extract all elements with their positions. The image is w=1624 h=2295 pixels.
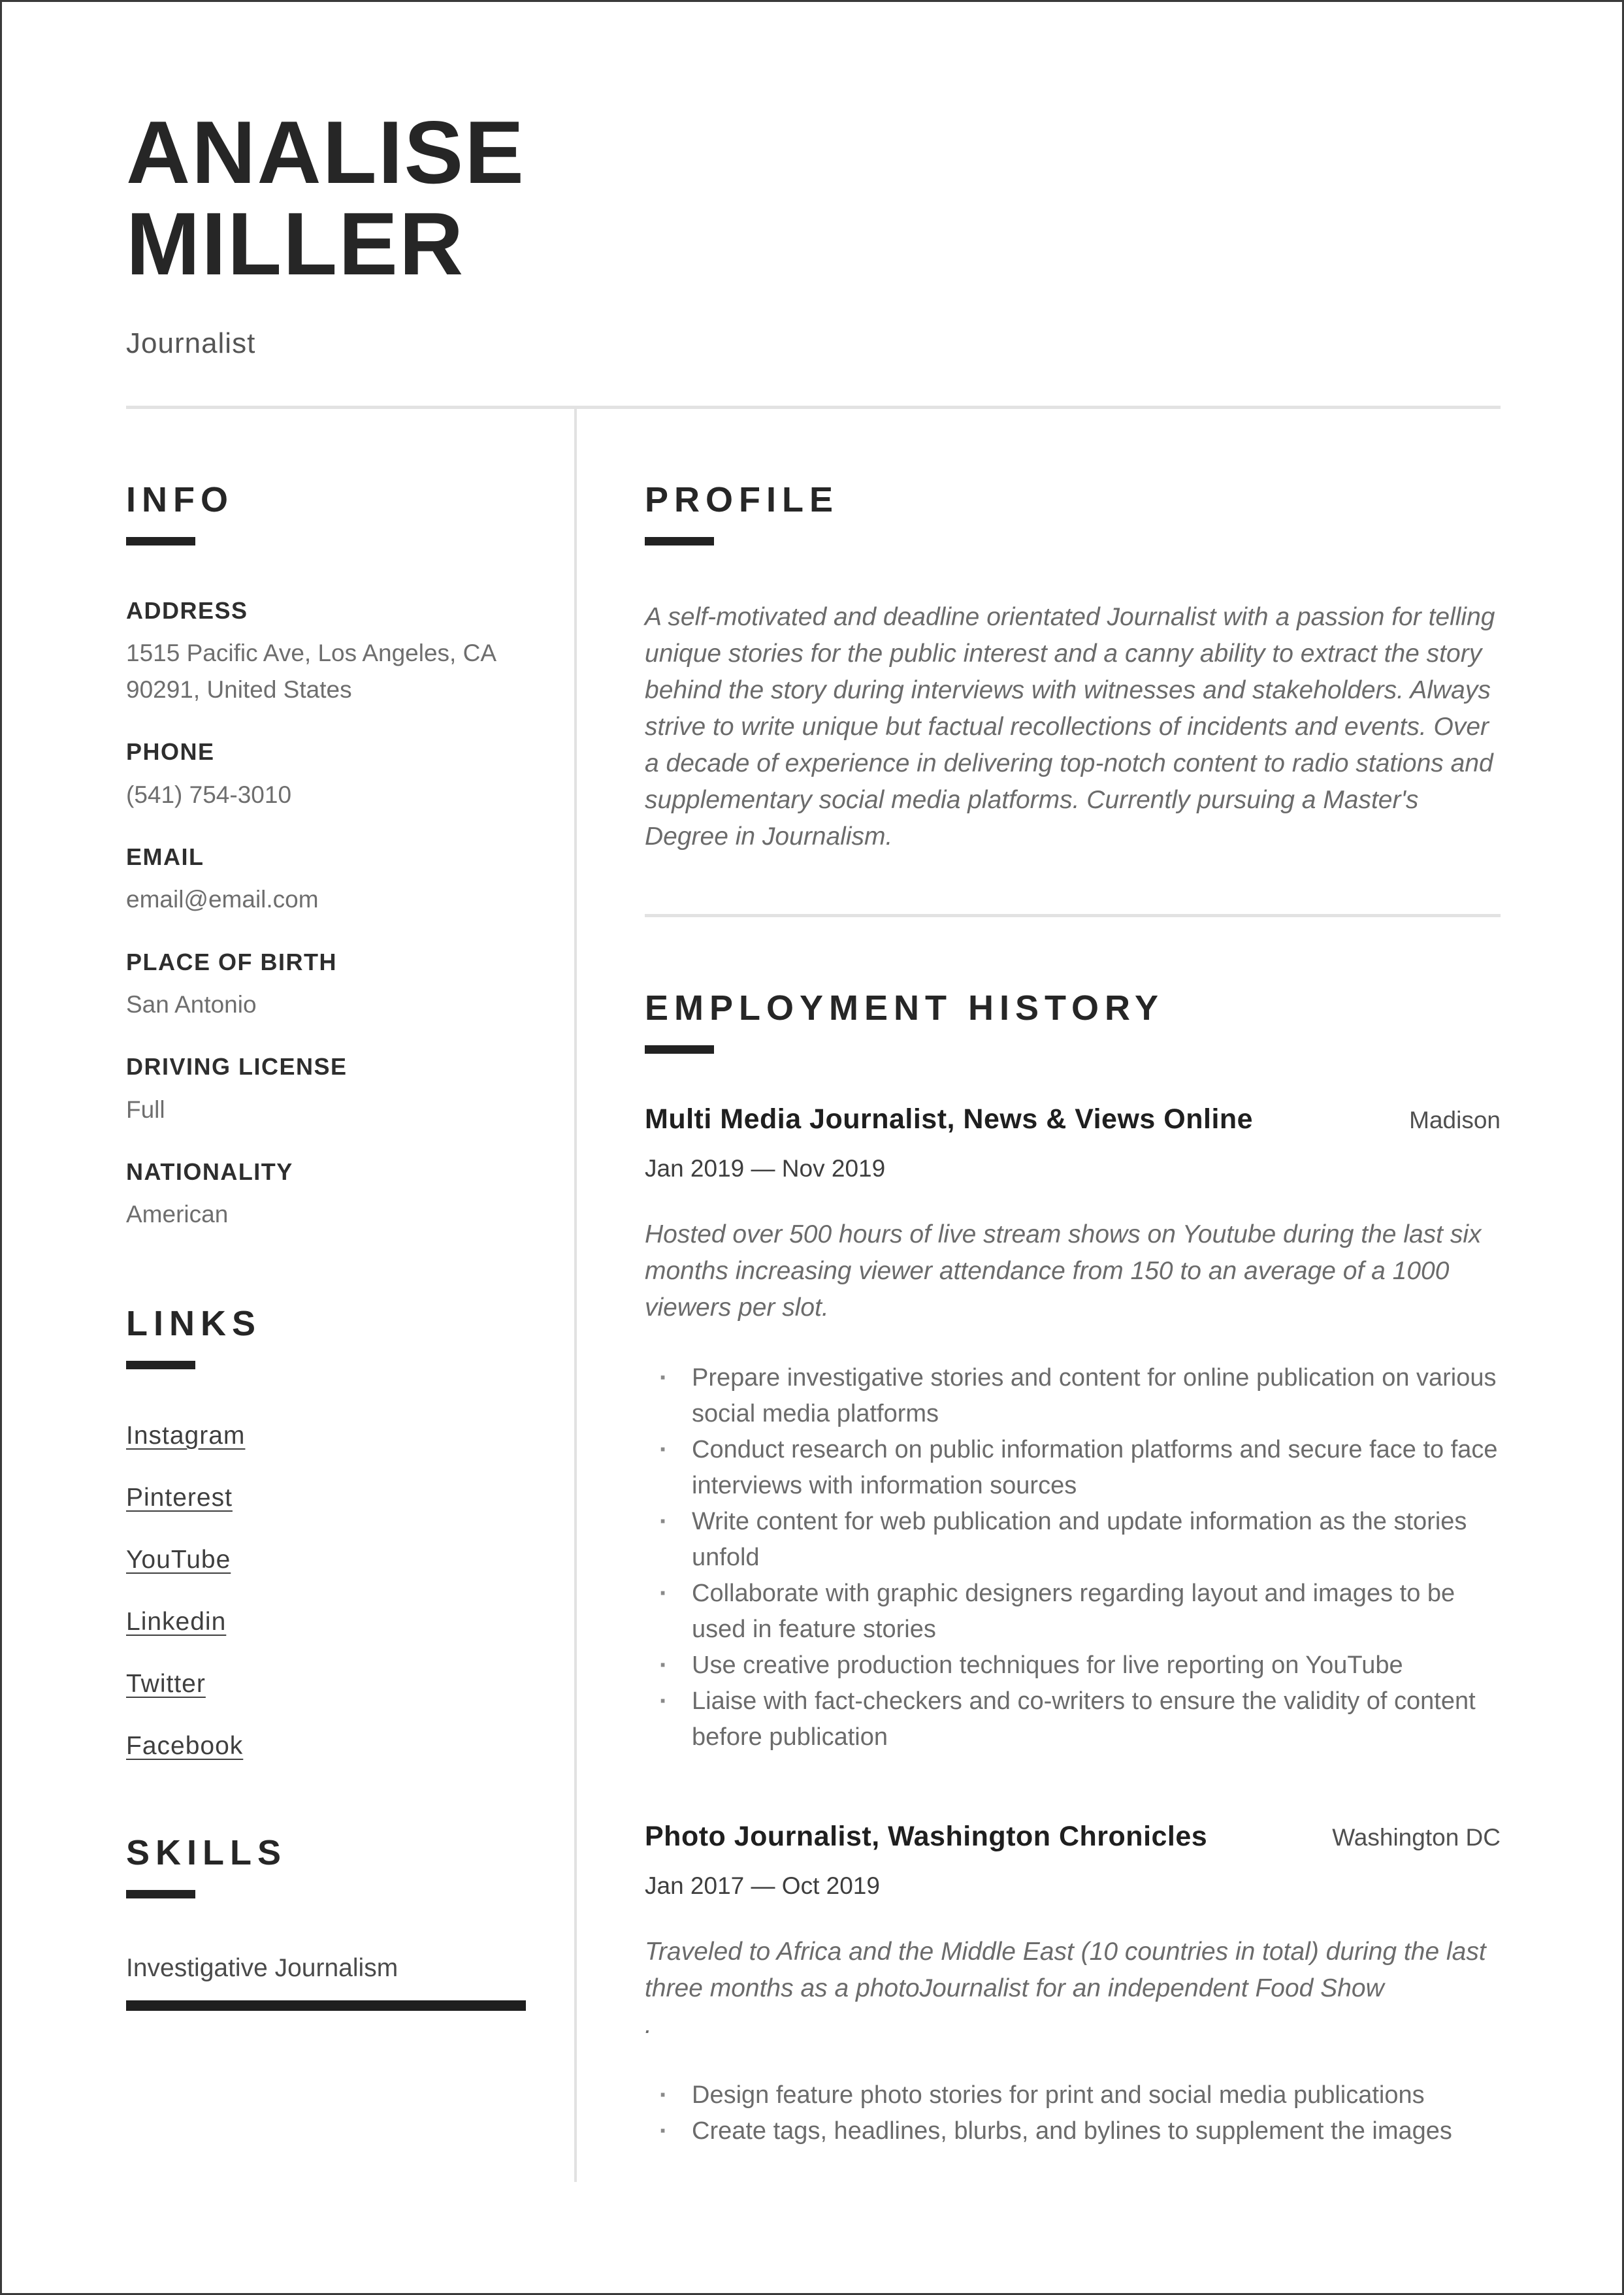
list-item — [126, 1670, 526, 1699]
field-address-value: 1515 Pacific Ave, Los Angeles, CA 90291, United States — [126, 640, 495, 703]
list-item — [126, 1732, 526, 1761]
field-address — [126, 596, 526, 708]
employment-heading-underline — [645, 1045, 714, 1054]
job-2-dates: Jan 2017 — Oct 2019 — [645, 1872, 880, 1900]
job-2-bullets — [645, 2077, 1501, 2149]
list-item — [126, 1484, 526, 1512]
link-youtube[interactable]: YouTube — [126, 1545, 231, 1574]
job-1-summary: Hosted over 500 hours of live stream shows on Youtube during the last six months increasing viewer attendance from 150 to an average of a 1000 viewers per slot. — [645, 1220, 1482, 1322]
job-2-location: Washington DC — [1332, 1824, 1501, 1851]
job-1-bullets — [645, 1360, 1501, 1755]
list-item: · Collaborate with graphic designers regarding layout and images to be used in feature stories — [645, 1576, 1501, 1648]
job-entry-2 — [645, 1821, 1501, 2149]
profile-heading-underline — [645, 537, 714, 545]
profile-employment-divider — [645, 914, 1501, 917]
sidebar — [126, 409, 526, 2011]
field-driving-license-value: Full — [126, 1096, 165, 1123]
list-item — [126, 1608, 526, 1636]
list-item: · Conduct research on public information platforms and secure face to face interviews with information sources — [645, 1432, 1501, 1504]
candidate-name-line2: MILLER — [126, 194, 465, 294]
field-phone-label: PHONE — [126, 738, 215, 766]
list-item: · Design feature photo stories for print and social media publications — [645, 2077, 1501, 2113]
skill-name: Investigative Journalism — [126, 1953, 398, 1982]
links-heading-underline — [126, 1361, 195, 1369]
field-address-label: ADDRESS — [126, 597, 248, 625]
link-facebook[interactable]: Facebook — [126, 1731, 244, 1760]
resume-header — [126, 103, 1501, 360]
list-item: · Create tags, headlines, blurbs, and bylines to supplement the images — [645, 2113, 1501, 2149]
job-2-summary-tail: . — [645, 2011, 652, 2040]
links-heading: LINKS — [126, 1303, 261, 1343]
list-item: · Use creative production techniques for live reporting on YouTube — [645, 1648, 1501, 1684]
candidate-job-title: Journalist — [126, 327, 256, 360]
job-1-dates: Jan 2019 — Nov 2019 — [645, 1155, 886, 1182]
field-place-of-birth — [126, 948, 526, 1023]
job-1-title: Multi Media Journalist, News & Views Online — [645, 1103, 1254, 1135]
skill-item — [126, 1951, 526, 2011]
links-list — [126, 1422, 526, 1761]
field-nationality — [126, 1158, 526, 1233]
skills-section — [126, 1832, 526, 2011]
info-heading: INFO — [126, 480, 234, 520]
link-instagram[interactable]: Instagram — [126, 1421, 246, 1450]
info-section — [126, 480, 526, 1233]
field-nationality-value: American — [126, 1201, 229, 1228]
job-2-title-row — [645, 1821, 1501, 1853]
field-place-of-birth-label: PLACE OF BIRTH — [126, 948, 337, 975]
candidate-name-line1: ANALISE — [126, 103, 525, 202]
job-entry-1 — [645, 1103, 1501, 1755]
info-fields — [126, 596, 526, 1233]
list-item — [126, 1422, 526, 1450]
link-pinterest[interactable]: Pinterest — [126, 1483, 233, 1512]
list-item: · Prepare investigative stories and content for online publication on various social media platforms — [645, 1360, 1501, 1432]
list-item — [126, 1546, 526, 1574]
employment-heading: EMPLOYMENT HISTORY — [645, 988, 1165, 1028]
job-2-title: Photo Journalist, Washington Chronicles — [645, 1821, 1208, 1853]
skill-level-fill — [126, 2000, 526, 2011]
field-nationality-label: NATIONALITY — [126, 1158, 293, 1186]
list-item: · Write content for web publication and update information as the stories unfold — [645, 1504, 1501, 1576]
field-place-of-birth-value: San Antonio — [126, 990, 257, 1018]
field-driving-license — [126, 1052, 526, 1128]
field-email-label: EMAIL — [126, 843, 204, 871]
candidate-name — [126, 103, 1501, 294]
skill-level-bar — [126, 2000, 526, 2011]
job-2-summary: Traveled to Africa and the Middle East (10 countries in total) during the last three months as a photoJournalist for an independent Food Show — [645, 1938, 1486, 2003]
content-columns — [126, 409, 1501, 2182]
field-phone — [126, 738, 526, 813]
info-heading-underline — [126, 537, 195, 545]
links-section — [126, 1303, 526, 1761]
job-1-title-row — [645, 1103, 1501, 1135]
profile-text: A self-motivated and deadline orientated Journalist with a passion for telling unique stories for the public interest and a canny ability to extract the story behind the story during interviews with witnesses and stakeholders. Always strive to write unique but factual recollections of incidents and events. Over a decade of experience in delivering top-notch content to radio stations and supplementary social media platforms. Currently pursuing a Master's Degree in Journalism. — [645, 603, 1495, 851]
link-twitter[interactable]: Twitter — [126, 1669, 206, 1698]
field-email-value: email@email.com — [126, 886, 319, 913]
column-divider — [574, 409, 577, 2182]
field-phone-value: (541) 754-3010 — [126, 781, 292, 808]
main-content — [645, 409, 1501, 2149]
employment-section — [645, 988, 1501, 2149]
skills-heading-underline — [126, 1890, 195, 1898]
job-1-location: Madison — [1409, 1107, 1501, 1134]
field-email — [126, 843, 526, 918]
field-driving-license-label: DRIVING LICENSE — [126, 1053, 348, 1081]
skills-heading: SKILLS — [126, 1832, 287, 1872]
link-linkedin[interactable]: Linkedin — [126, 1607, 227, 1636]
list-item: · Liaise with fact-checkers and co-writers to ensure the validity of content before publication — [645, 1684, 1501, 1755]
profile-heading: PROFILE — [645, 480, 839, 520]
profile-section — [645, 480, 1501, 855]
